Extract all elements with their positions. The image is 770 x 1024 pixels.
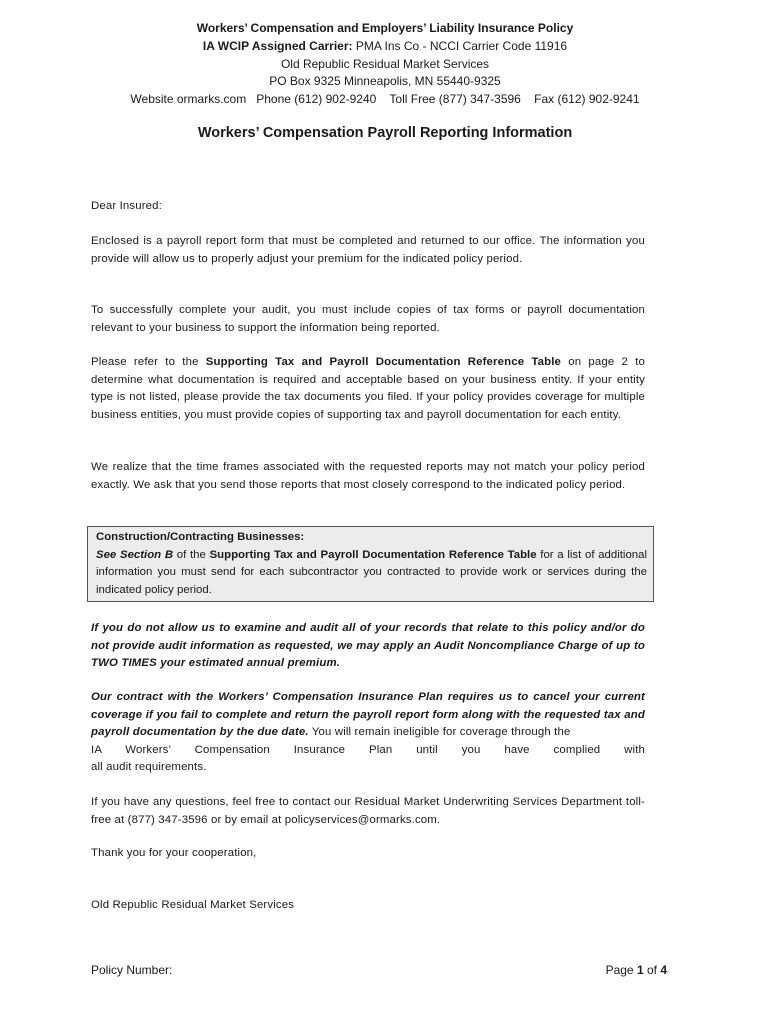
- cancellation-warning: [91, 689, 645, 777]
- para3-text-b: on page 2 to determine what documentation is required and acceptable based on your business entity. If your entity type is not listed, please provide the tax documents you filed. If your policy provides coverage for multiple business entities, you must provide copies of supporting tax and payroll documentation for each entity.: [91, 356, 646, 421]
- signature: Old Republic Residual Market Services: [91, 899, 295, 911]
- page-total: 4: [660, 963, 667, 977]
- paragraph-time-frames: We realize that the time frames associated with the requested reports may not match your policy period exactly. We ask that you send those reports that most closely correspond to the indicated policy period.: [91, 461, 645, 491]
- para3-text-a: Please refer to the: [91, 356, 206, 368]
- cancellation-bold-text: Our contract with the Workers’ Compensation Insurance Plan requires us to cancel your current coverage if you fail to complete and return the payroll report form along with the requested tax and payroll documentation by the due date.: [91, 691, 645, 738]
- paragraph-reference-table: [91, 354, 645, 424]
- header-carrier: [0, 37, 770, 55]
- reference-table-name: Supporting Tax and Payroll Documentation Reference Table: [205, 356, 562, 368]
- closing-line: Thank you for your cooperation,: [91, 847, 257, 859]
- box-text-of: of the: [173, 548, 210, 561]
- construction-heading: Construction/Contracting Businesses:: [96, 531, 305, 543]
- paragraph-enclosed: Enclosed is a payroll report form that must be completed and returned to our office. The information you provide will allow us to properly adjust your premium for the indicated policy period.: [91, 235, 645, 265]
- page-indicator: [606, 963, 667, 977]
- header-company: Old Republic Residual Market Services: [280, 57, 490, 71]
- box-table-ref: Supporting Tax and Payroll Documentation Reference Table: [209, 548, 537, 561]
- construction-notice-box: [87, 526, 654, 602]
- section-b-ref: See Section B: [96, 548, 174, 561]
- cancellation-text-c: all audit requirements.: [91, 761, 207, 773]
- paragraph-audit: To successfully complete your audit, you must include copies of tax forms or payroll documentation relevant to your business to support the information being reported.: [91, 304, 645, 334]
- cancellation-text-a: You will remain ineligible for coverage through the: [308, 726, 571, 738]
- header-carrier-label: IA WCIP Assigned Carrier:: [202, 39, 353, 53]
- header-policy-title: Workers’ Compensation and Employers’ Liability Insurance Policy: [196, 21, 574, 35]
- audit-noncompliance-warning: If you do not allow us to examine and audit all of your records that relate to this policy and/or do not provide audit information as requested, we may apply an Audit Noncompliance Charge of up to TWO TIMES your estimated annual premium.: [91, 622, 645, 669]
- header-carrier-value: PMA Ins Co - NCCI Carrier Code 11916: [355, 39, 568, 53]
- cancellation-text-b: IA Workers’ Compensation Insurance Plan until you have complied with: [91, 743, 645, 756]
- header-address: PO Box 9325 Minneapolis, MN 55440-9325: [269, 74, 501, 88]
- page-of: of: [643, 963, 661, 977]
- salutation: Dear Insured:: [91, 200, 162, 212]
- construction-body: [96, 547, 647, 600]
- header-contact: Website ormarks.com Phone (612) 902-9240 Toll Free (877) 347-3596 Fax (612) 902-9241: [130, 92, 640, 106]
- paragraph-contact: If you have any questions, feel free to contact our Residual Market Underwriting Services Department toll-free at (877) 347-3596 or by email at policyservices@ormarks.com.: [91, 796, 645, 826]
- page-title: Workers’ Compensation Payroll Reporting Information: [197, 125, 573, 141]
- box-text-rest: for a list of additional information you must send for each subcontractor you contracted to provide work or services during the indicated policy period.: [96, 548, 647, 596]
- page-current: 1: [636, 963, 644, 977]
- page-prefix: Page: [605, 963, 637, 977]
- policy-number-label: Policy Number:: [91, 963, 173, 977]
